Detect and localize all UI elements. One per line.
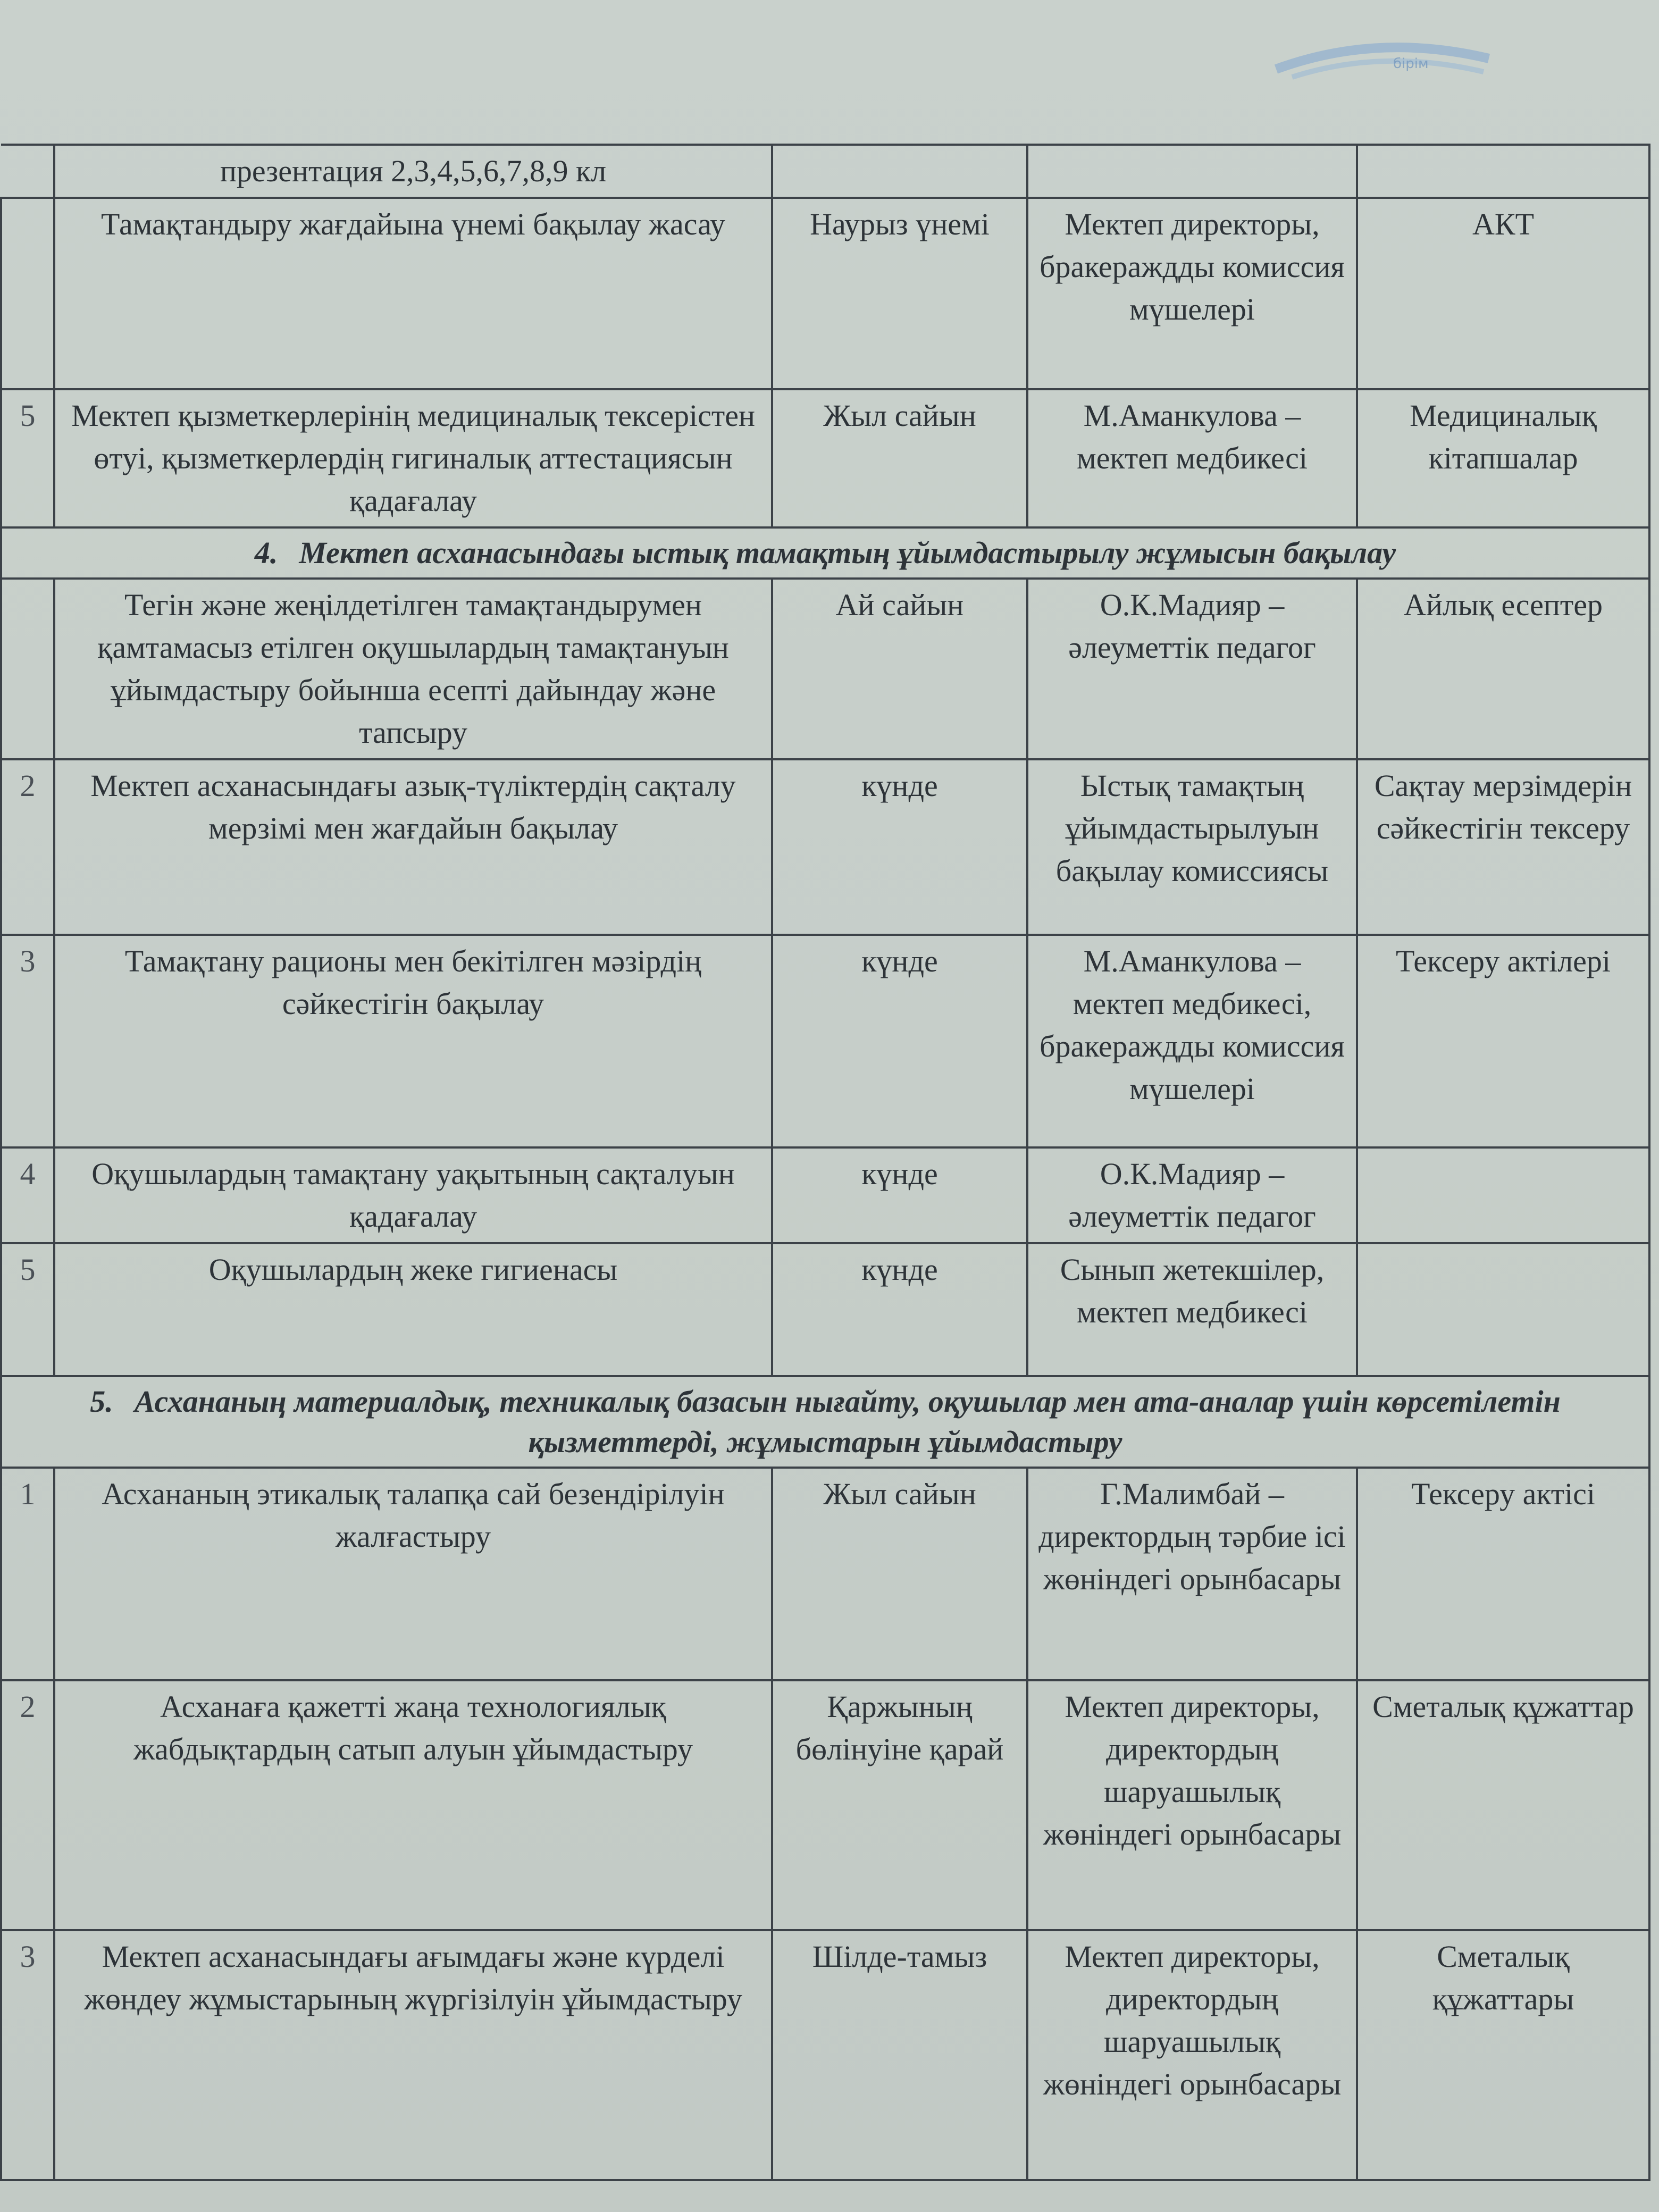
document-cell [1357, 1243, 1649, 1376]
row-number: 2 [1, 1680, 54, 1930]
document-cell: Айлық есептер [1357, 579, 1649, 759]
responsible-cell: Мектеп директоры, директордың шаруашылық жөніндегі орынбасары [1027, 1930, 1357, 2180]
section-number: 5. [90, 1384, 113, 1419]
section-4-heading [1, 527, 1649, 579]
row-number: 5 [1, 1243, 54, 1376]
responsible-cell: Сынып жетекшілер, мектеп медбикесі [1027, 1243, 1357, 1376]
document-cell [1357, 1147, 1649, 1243]
activity-cell: Оқушылардың тамақтану уақытының сақталуын қадағалау [54, 1147, 772, 1243]
stamp-icon [1271, 27, 1494, 85]
document-cell: АКТ [1357, 198, 1649, 389]
timing-cell: Жыл сайын [772, 1468, 1027, 1680]
timing-cell [772, 145, 1027, 198]
table-row [1, 1147, 1649, 1243]
row-number: 5 [1, 389, 54, 527]
timing-cell: Наурыз үнемі [772, 198, 1027, 389]
responsible-cell: О.К.Мадияр – әлеуметтік педагог [1027, 1147, 1357, 1243]
activity-cell: Асхананың этикалық талапқа сай безендірілуін жалғастыру [54, 1468, 772, 1680]
responsible-cell: Г.Малимбай – директордың тәрбие ісі жөніндегі орынбасары [1027, 1468, 1357, 1680]
responsible-cell: Мектеп директоры, бракераждды комиссия мүшелері [1027, 198, 1357, 389]
row-number [1, 145, 54, 198]
timing-cell: күнде [772, 935, 1027, 1147]
row-number: 3 [1, 1930, 54, 2180]
plan-table [0, 144, 1650, 2181]
responsible-cell: О.К.Мадияр – әлеуметтік педагог [1027, 579, 1357, 759]
table-row [1, 759, 1649, 935]
table-row [1, 389, 1649, 527]
activity-cell: Асханаға қажетті жаңа технологиялық жабдықтардың сатып алуын ұйымдастыру [54, 1680, 772, 1930]
activity-cell: Тегін және жеңілдетілген тамақтандырумен қамтамасыз етілген оқушылардың тамақтануын ұйымдастыру бойынша есепті дайындау және тапсыру [54, 579, 772, 759]
table-row [1, 145, 1649, 198]
responsible-cell: Ыстық тамақтың ұйымдастырылуын бақылау комиссиясы [1027, 759, 1357, 935]
table-row [1, 1930, 1649, 2180]
timing-cell: Жыл сайын [772, 389, 1027, 527]
row-number [1, 198, 54, 389]
timing-cell: Шілде-тамыз [772, 1930, 1027, 2180]
row-number: 3 [1, 935, 54, 1147]
activity-cell: Мектеп асханасындағы азық-түліктердің сақталу мерзімі мен жағдайын бақылау [54, 759, 772, 935]
row-number: 1 [1, 1468, 54, 1680]
section-heading-row [1, 527, 1649, 579]
document-cell: Тексеру актілері [1357, 935, 1649, 1147]
table-row [1, 1243, 1649, 1376]
document-cell: Тексеру актісі [1357, 1468, 1649, 1680]
section-number: 4. [254, 535, 278, 570]
table-row [1, 935, 1649, 1147]
table-row [1, 1468, 1649, 1680]
document-cell: Сақтау мерзімдерін сәйкестігін тексеру [1357, 759, 1649, 935]
section-5-heading [1, 1376, 1649, 1468]
activity-cell: Мектеп асханасындағы ағымдағы және күрделі жөндеу жұмыстарының жүргізілуін ұйымдастыру [54, 1930, 772, 2180]
document-cell: Сметалық құжаттары [1357, 1930, 1649, 2180]
activity-cell: Оқушылардың жеке гигиенасы [54, 1243, 772, 1376]
section-title: Мектеп асханасындағы ыстық тамақтың ұйымдастырылу жұмысын бақылау [299, 535, 1396, 570]
activity-cell: Тамақтандыру жағдайына үнемі бақылау жасау [54, 198, 772, 389]
row-number: 2 [1, 759, 54, 935]
table-row [1, 198, 1649, 389]
timing-cell: күнде [772, 1147, 1027, 1243]
activity-cell: Мектеп қызметкерлерінің медициналық тексерістен өтуі, қызметкерлердің гигиналық аттестациясын қадағалау [54, 389, 772, 527]
table-row [1, 579, 1649, 759]
responsible-cell: М.Аманкулова – мектеп медбикесі [1027, 389, 1357, 527]
activity-cell: Тамақтану рационы мен бекітілген мәзірдің сәйкестігін бақылау [54, 935, 772, 1147]
responsible-cell: М.Аманкулова – мектеп медбикесі, бракераждды комиссия мүшелері [1027, 935, 1357, 1147]
section-heading-row [1, 1376, 1649, 1468]
document-cell [1357, 145, 1649, 198]
document-cell: Медициналық кітапшалар [1357, 389, 1649, 527]
timing-cell: Қаржының бөлінуіне қарай [772, 1680, 1027, 1930]
timing-cell: күнде [772, 759, 1027, 935]
responsible-cell: Мектеп директоры, директордың шаруашылық жөніндегі орынбасары [1027, 1680, 1357, 1930]
timing-cell: Ай сайын [772, 579, 1027, 759]
svg-text:бірім: бірім [1393, 56, 1429, 72]
document-cell: Сметалық құжаттар [1357, 1680, 1649, 1930]
row-number: 4 [1, 1147, 54, 1243]
responsible-cell [1027, 145, 1357, 198]
timing-cell: күнде [772, 1243, 1027, 1376]
row-number [1, 579, 54, 759]
activity-cell: презентация 2,3,4,5,6,7,8,9 кл [54, 145, 772, 198]
section-title: Асхананың материалдық, техникалық базасын нығайту, оқушылар мен ата-аналар үшін көрсетілетін қызметтерді, жұмыстарын ұйымдастыру [134, 1384, 1561, 1459]
table-row [1, 1680, 1649, 1930]
